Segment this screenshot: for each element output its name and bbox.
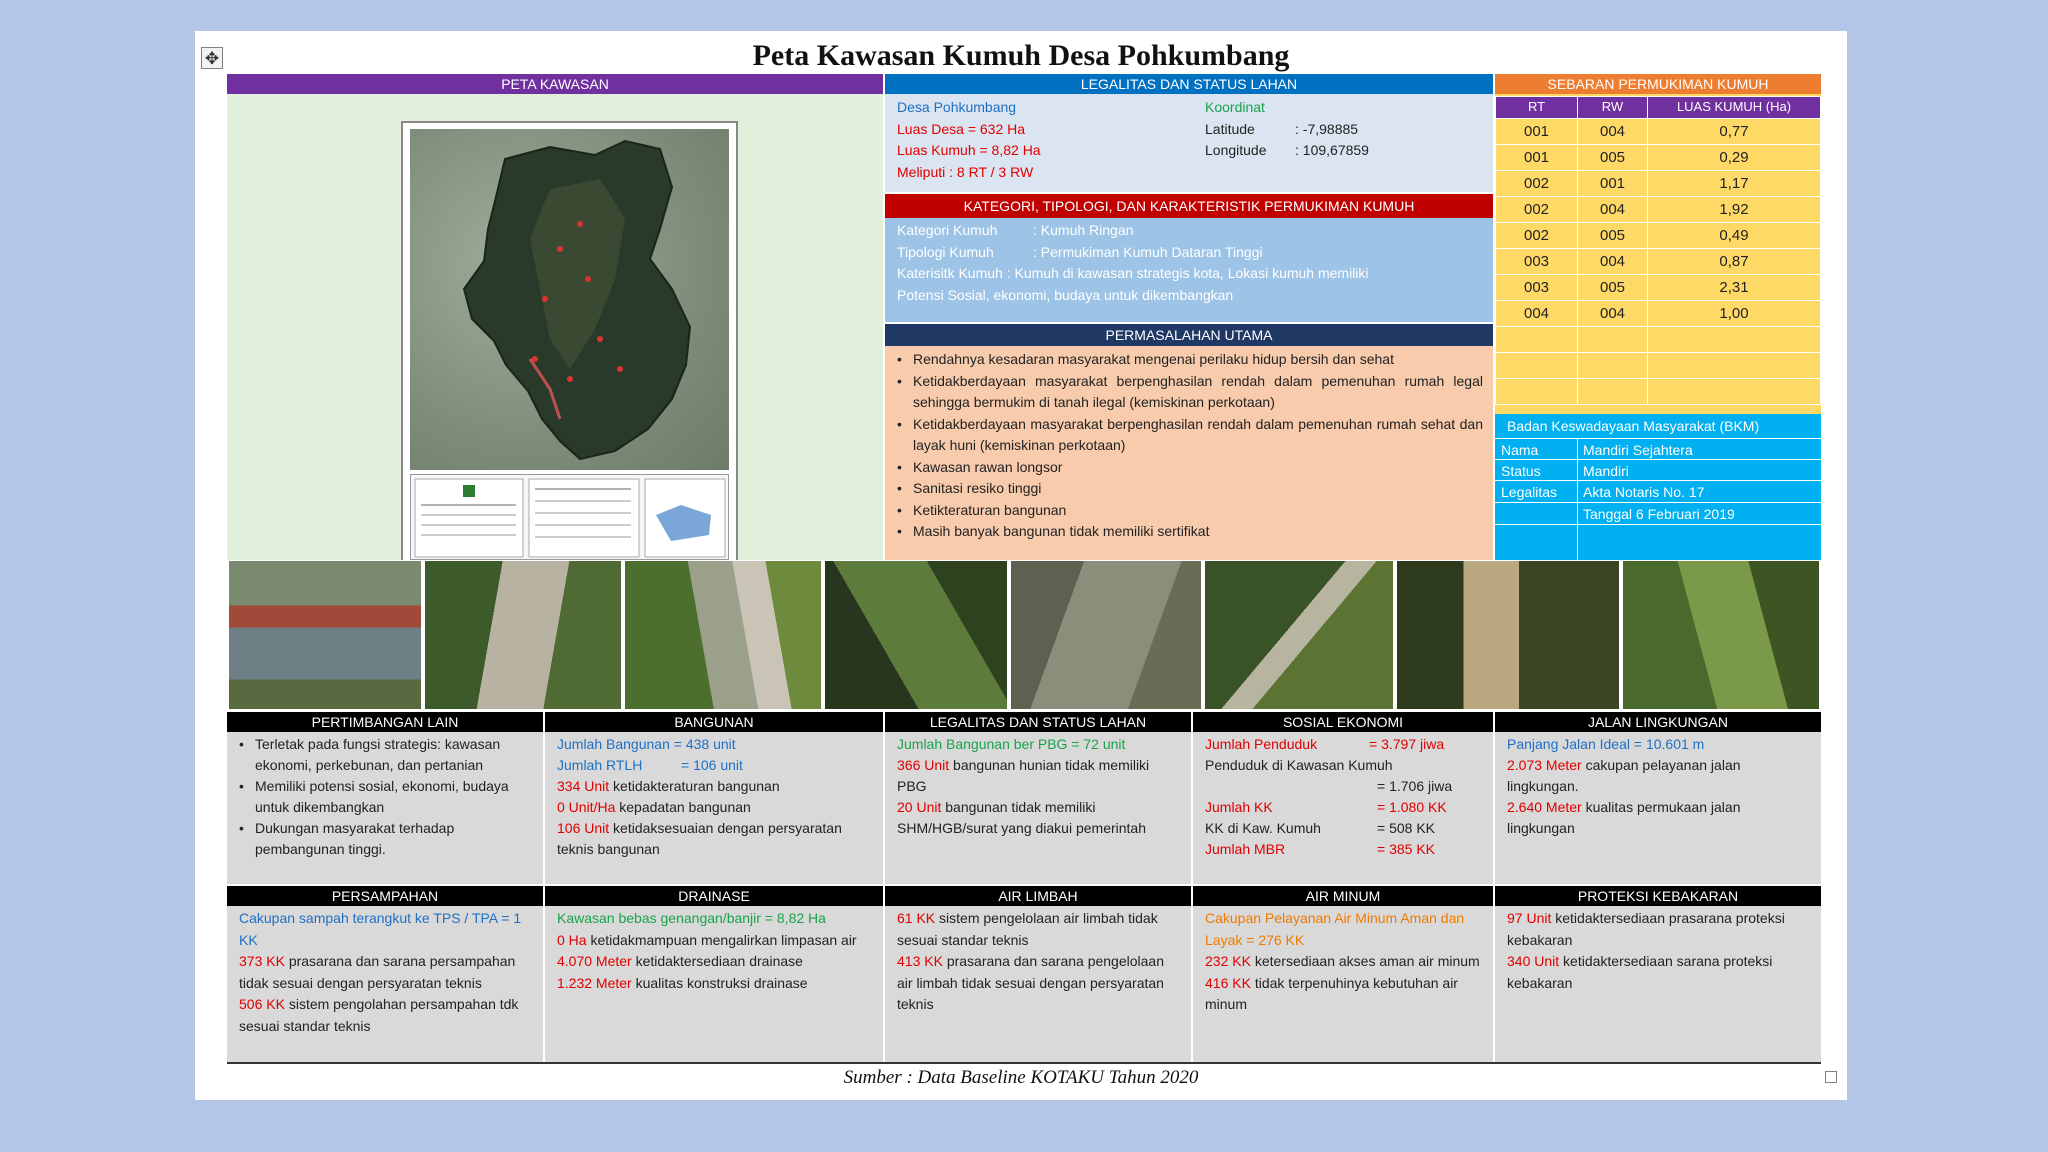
air-minum-l1-text: ketersediaan akses aman air minum — [1250, 953, 1480, 969]
source-caption: Sumber : Data Baseline KOTAKU Tahun 2020 — [843, 1067, 1199, 1088]
cell-rw: 005 — [1578, 275, 1648, 301]
bkm-legalitas-label: Legalitas — [1501, 484, 1558, 500]
cell-rw: 004 — [1578, 301, 1648, 327]
bangunan-l2-text: kepadatan bangunan — [615, 799, 751, 815]
proteksi-l2-value: 340 Unit — [1507, 953, 1560, 969]
cell-rt: 004 — [1496, 301, 1578, 327]
mbr-value: = 385 KK — [1377, 841, 1435, 857]
kategori-value: : Kumuh Ringan — [1033, 222, 1134, 238]
legalitas-l2-value: 20 Unit — [897, 799, 942, 815]
panjang-jalan: Panjang Jalan Ideal = 10.601 m — [1507, 736, 1705, 752]
bangunan-l1-value: 334 Unit — [557, 778, 610, 794]
cell-rw: 004 — [1578, 197, 1648, 223]
table-row — [1496, 119, 1821, 145]
permasalahan-item: • Ketikteraturan bangunan — [889, 500, 1483, 522]
cell-luas: 0,49 — [1648, 223, 1821, 249]
tipologi-value: : Permukiman Kumuh Dataran Tinggi — [1033, 243, 1263, 260]
cell-rt: 002 — [1496, 223, 1578, 249]
air-limbah-l1-text: sistem pengelolaan air limbah tidak sesuai standar teknis — [897, 910, 1158, 948]
bangunan-l2-value: 0 Unit/Ha — [557, 799, 616, 815]
kategori-panel — [885, 218, 1493, 322]
bkm-nama-label: Nama — [1501, 442, 1539, 458]
latitude-label: Latitude — [1205, 120, 1255, 137]
permasalahan-item: • Kawasan rawan longsor — [889, 457, 1483, 479]
sebaran-header: SEBARAN PERMUKIMAN KUMUH — [1495, 74, 1821, 94]
longitude-label: Longitude — [1205, 142, 1267, 159]
document-page — [195, 31, 1847, 1100]
table-row — [1496, 197, 1821, 223]
kawasan-map — [401, 121, 738, 560]
air-minum-l2-text: tidak terpenuhinya kebutuhan air minum — [1205, 974, 1458, 1012]
table-row — [1496, 249, 1821, 275]
desa-name: Desa Pohkumbang — [897, 99, 1017, 115]
kk-label: Jumlah KK — [1205, 799, 1273, 815]
air-minum-header: AIR MINUM — [1193, 886, 1493, 906]
drainase-l1-text: ketidakmampuan mengalirkan limpasan air — [586, 931, 857, 948]
cell-rt: 001 — [1496, 119, 1578, 145]
tipologi-label: Tipologi Kumuh — [897, 243, 994, 260]
photo-slope — [825, 561, 1007, 709]
cell-luas: 1,92 — [1648, 197, 1821, 223]
permasalahan-item: • Ketidakberdayaan masyarakat berpenghasilan rendah dalam pemenuhan rumah sehat dan layak huni (kemiskinan perkotaan) — [889, 414, 1483, 457]
legalitas-l2-text: bangunan tidak memiliki SHM/HGB/surat yang diakui pemerintah — [897, 799, 1146, 836]
cakupan-air-minum: Cakupan Pelayanan Air Minum Aman dan Layak = 276 KK — [1205, 910, 1465, 948]
peta-kawasan-panel — [227, 94, 883, 560]
proteksi-l1-text: ketidaktersediaan prasarana proteksi kebakaran — [1507, 910, 1785, 948]
drainase-panel — [545, 906, 883, 1062]
penduduk-kawasan-value: = 1.706 jiwa — [1377, 778, 1453, 794]
penduduk-value: = 3.797 jiwa — [1369, 736, 1445, 752]
cell-rt: 002 — [1496, 197, 1578, 223]
jalan-header: JALAN LINGKUNGAN — [1495, 712, 1821, 732]
table-row — [1496, 275, 1821, 301]
peta-kawasan-header: PETA KAWASAN — [227, 74, 883, 94]
legalitas-panel — [885, 94, 1493, 192]
jalan-l1-text: cakupan pelayanan jalan lingkungan. — [1507, 757, 1741, 794]
persampahan-header: PERSAMPAHAN — [227, 886, 543, 906]
permasalahan-header: PERMASALAHAN UTAMA — [885, 324, 1493, 346]
col-luas-header: LUAS KUMUH (Ha) — [1648, 97, 1821, 119]
persampahan-l1-value: 373 KK — [239, 953, 285, 969]
sosial-panel — [1193, 732, 1493, 884]
table-row — [1496, 223, 1821, 249]
jalan-l2-text: kualitas permukaan jalan lingkungan — [1507, 799, 1741, 836]
legalitas-bottom-panel — [885, 732, 1191, 884]
bkm-nama-value: Mandiri Sejahtera — [1583, 442, 1693, 458]
air-minum-l1-value: 232 KK — [1205, 953, 1251, 969]
cell-luas: 1,00 — [1648, 301, 1821, 327]
kategori-header: KATEGORI, TIPOLOGI, DAN KARAKTERISTIK PERMUKIMAN KUMUH — [885, 194, 1493, 218]
persampahan-panel — [227, 906, 543, 1062]
air-limbah-l2-value: 413 KK — [897, 953, 943, 969]
air-minum-panel — [1193, 906, 1493, 1062]
sosial-header: SOSIAL EKONOMI — [1193, 712, 1493, 732]
jumlah-pbg: Jumlah Bangunan ber PBG = 72 unit — [897, 736, 1126, 752]
table-row — [1496, 171, 1821, 197]
persampahan-l2-text: sistem pengolahan persampahan tdk sesuai standar teknis — [239, 996, 519, 1034]
bkm-status-value: Mandiri — [1583, 463, 1629, 479]
cell-rt: 003 — [1496, 249, 1578, 275]
kk-value: = 1.080 KK — [1377, 799, 1447, 815]
photo-channel — [1011, 561, 1201, 709]
longitude-value: : 109,67859 — [1295, 142, 1369, 159]
proteksi-l1-value: 97 Unit — [1507, 910, 1552, 926]
bangunan-l1-text: ketidakteraturan bangunan — [609, 778, 780, 794]
drainase-l1-value: 0 Ha — [557, 931, 587, 948]
drainase-l3-value: 1.232 Meter — [557, 974, 632, 991]
cell-luas: 0,29 — [1648, 145, 1821, 171]
bangunan-panel — [545, 732, 883, 884]
col-rt-header: RT — [1496, 97, 1578, 119]
air-minum-l2-value: 416 KK — [1205, 974, 1251, 991]
luas-desa: Luas Desa = 632 Ha — [897, 120, 1026, 137]
mbr-label: Jumlah MBR — [1205, 841, 1286, 857]
table-row — [1496, 145, 1821, 171]
photo-house — [229, 561, 421, 709]
air-limbah-l2-text: prasarana dan sarana pengelolaan air limbah tidak sesuai dengan persyaratan teknis — [897, 953, 1164, 1012]
penduduk-kawasan-label: Penduduk di Kawasan Kumuh — [1205, 757, 1393, 773]
jumlah-bangunan: Jumlah Bangunan = 438 unit — [557, 736, 736, 752]
kk-kawasan-label: KK di Kaw. Kumuh — [1205, 820, 1321, 836]
cell-rw: 005 — [1578, 223, 1648, 249]
proteksi-header: PROTEKSI KEBAKARAN — [1495, 886, 1821, 906]
permasalahan-item: • Masih banyak bangunan tidak memiliki sertifikat — [889, 521, 1483, 543]
bangunan-header: BANGUNAN — [545, 712, 883, 732]
bkm-status-label: Status — [1501, 463, 1541, 479]
cell-rw: 005 — [1578, 145, 1648, 171]
pertimbangan-item: • Dukungan masyarakat terhadap pembangunan tinggi. — [231, 818, 529, 860]
cell-luas: 2,31 — [1648, 275, 1821, 301]
table-row-empty — [1496, 327, 1821, 353]
permasalahan-panel — [885, 346, 1493, 560]
legalitas-l1-text: bangunan hunian tidak memiliki PBG — [897, 757, 1150, 794]
pertimbangan-panel — [227, 732, 543, 884]
cakupan-sampah: Cakupan sampah terangkut ke TPS / TPA = 1 KK — [239, 910, 522, 948]
bkm-header: Badan Keswadayaan Masyarakat (BKM) — [1507, 418, 1760, 434]
cell-luas: 0,77 — [1648, 119, 1821, 145]
kawasan-bebas-genangan: Kawasan bebas genangan/banjir = 8,82 Ha — [557, 910, 826, 926]
karakteristik-line-2: Potensi Sosial, ekonomi, budaya untuk dikembangkan — [897, 287, 1234, 304]
pertimbangan-header: PERTIMBANGAN LAIN — [227, 712, 543, 732]
pertimbangan-item: • Terletak pada fungsi strategis: kawasan ekonomi, perkebunan, dan pertanian — [231, 734, 529, 776]
bkm-legalitas-value: Akta Notaris No. 17 — [1583, 484, 1705, 500]
kk-kawasan-value: = 508 KK — [1377, 820, 1435, 836]
koordinat-label: Koordinat — [1205, 99, 1265, 115]
photo-ditch — [1205, 561, 1393, 709]
permasalahan-item: • Ketidakberdayaan masyarakat berpenghasilan rendah dalam pemenuhan rumah legal sehingga bermukim di tanah ilegal (kemiskinan perkotaan) — [889, 371, 1483, 414]
legalitas-bottom-header: LEGALITAS DAN STATUS LAHAN — [885, 712, 1191, 732]
table-row-empty — [1496, 379, 1821, 405]
legalitas-header: LEGALITAS DAN STATUS LAHAN — [885, 74, 1493, 94]
karakteristik-line-1: Katerisitk Kumuh : Kumuh di kawasan strategis kota, Lokasi kumuh memiliki — [897, 265, 1369, 282]
jalan-panel — [1495, 732, 1821, 884]
drainase-l3-text: kualitas konstruksi drainase — [631, 974, 808, 991]
col-rw-header: RW — [1578, 97, 1648, 119]
persampahan-l1-text: prasarana dan sarana persampahan tidak sesuai dengan persyaratan teknis — [239, 953, 516, 991]
latitude-value: : -7,98885 — [1295, 120, 1359, 137]
drainase-l2-value: 4.070 Meter — [557, 953, 632, 969]
penduduk-label: Jumlah Penduduk — [1205, 736, 1318, 752]
cell-rw: 001 — [1578, 171, 1648, 197]
photo-backyard — [1397, 561, 1619, 709]
photo-path — [425, 561, 621, 709]
table-row — [1496, 301, 1821, 327]
cell-rt: 002 — [1496, 171, 1578, 197]
satellite-map-image — [410, 129, 729, 470]
air-limbah-header: AIR LIMBAH — [885, 886, 1191, 906]
cell-rt: 003 — [1496, 275, 1578, 301]
permasalahan-item: • Sanitasi resiko tinggi — [889, 478, 1483, 500]
air-limbah-l1-value: 61 KK — [897, 910, 936, 926]
infographic-table — [227, 74, 1821, 1064]
bkm-panel — [1495, 414, 1821, 560]
sebaran-table — [1495, 96, 1821, 405]
photo-drainage — [625, 561, 821, 709]
drainase-header: DRAINASE — [545, 886, 883, 906]
proteksi-l2-text: ketidaktersediaan sarana proteksi kebakaran — [1507, 953, 1773, 991]
photo-vegetation — [1623, 561, 1819, 709]
cell-rt: 001 — [1496, 145, 1578, 171]
legalitas-l1-value: 366 Unit — [897, 757, 950, 773]
drainase-l2-text: ketidaktersediaan drainase — [631, 953, 803, 969]
air-limbah-panel — [885, 906, 1191, 1062]
jumlah-rtlh-value: = 106 unit — [681, 757, 743, 773]
page-title: Peta Kawasan Kumuh Desa Pohkumbang — [752, 39, 1290, 72]
bangunan-l3-text: ketidaksesuaian dengan persyaratan teknis bangunan — [557, 820, 842, 857]
table-row-empty — [1496, 353, 1821, 379]
meliputi: Meliputi : 8 RT / 3 RW — [897, 164, 1034, 181]
bkm-tanggal-value: Tanggal 6 Februari 2019 — [1583, 506, 1735, 522]
proteksi-panel — [1495, 906, 1821, 1062]
jalan-l1-value: 2.073 Meter — [1507, 757, 1582, 773]
persampahan-l2-value: 506 KK — [239, 996, 285, 1012]
pertimbangan-item: • Memiliki potensi sosial, ekonomi, budaya untuk dikembangkan — [231, 776, 529, 818]
jalan-l2-value: 2.640 Meter — [1507, 799, 1582, 815]
table-move-handle-icon[interactable]: ✥ — [201, 47, 223, 69]
cell-rw: 004 — [1578, 249, 1648, 275]
cell-luas: 1,17 — [1648, 171, 1821, 197]
map-legend — [410, 474, 729, 560]
cell-luas: 0,87 — [1648, 249, 1821, 275]
cell-rw: 004 — [1578, 119, 1648, 145]
jumlah-rtlh-label: Jumlah RTLH — [557, 757, 643, 773]
luas-kumuh: Luas Kumuh = 8,82 Ha — [897, 142, 1041, 159]
permasalahan-item: • Rendahnya kesadaran masyarakat mengenai perilaku hidup bersih dan sehat — [889, 349, 1483, 371]
kategori-label: Kategori Kumuh — [897, 222, 998, 238]
bangunan-l3-value: 106 Unit — [557, 820, 610, 836]
